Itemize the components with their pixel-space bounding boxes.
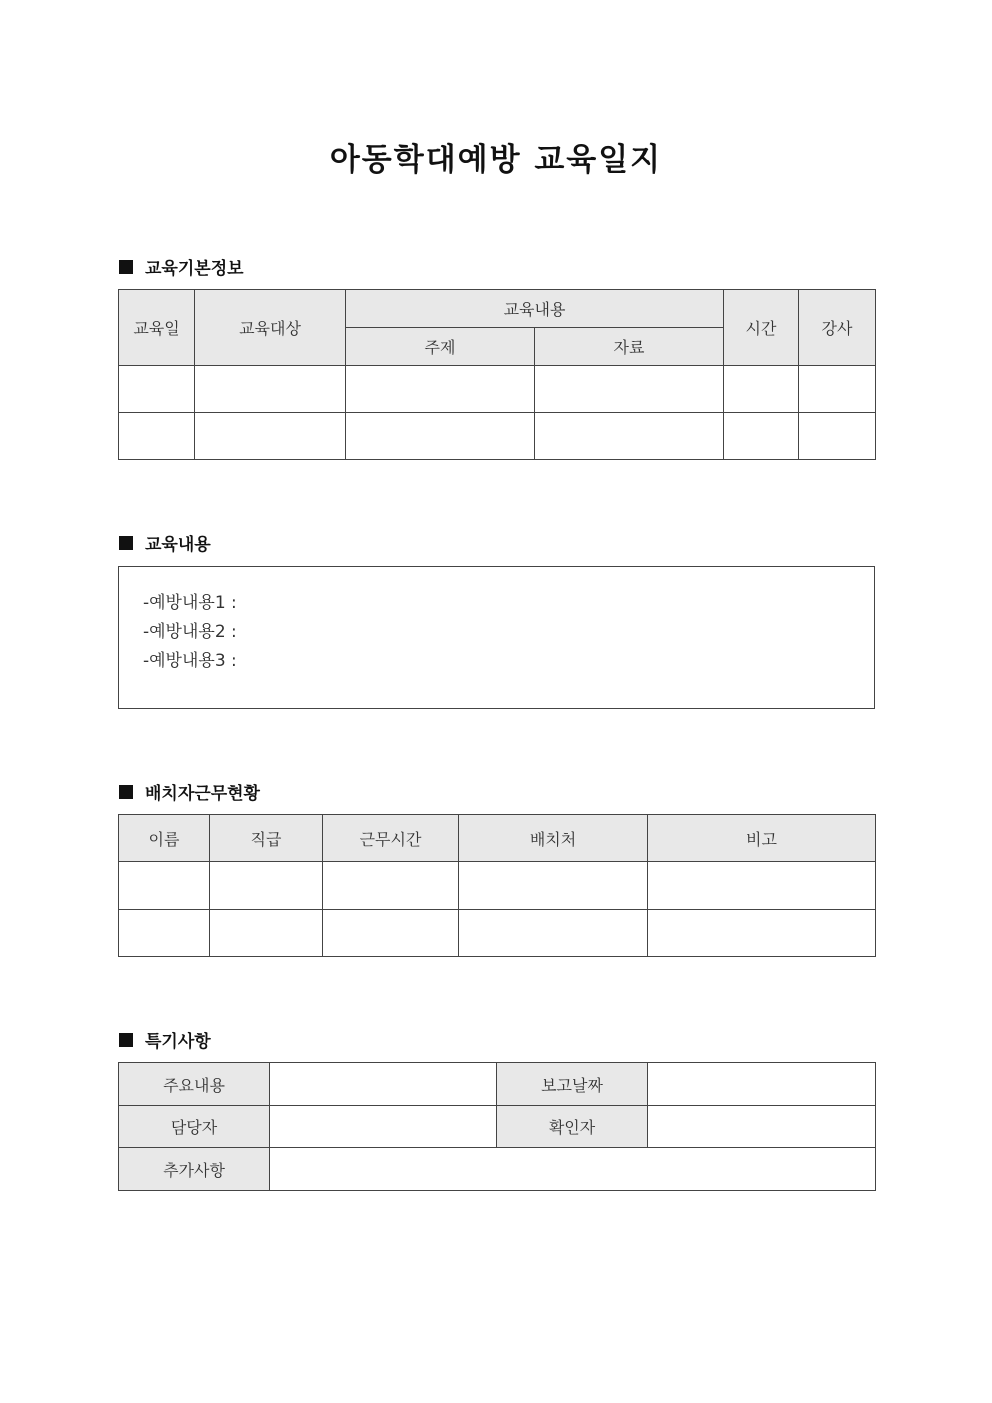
cell-material[interactable] [535,366,724,413]
cell-note[interactable] [648,910,876,957]
cell-time[interactable] [724,413,799,460]
header-note: 비고 [648,815,876,862]
square-bullet-icon [119,536,133,550]
header-topic: 주제 [346,328,535,366]
cell-rank[interactable] [210,910,323,957]
field-additional[interactable] [270,1148,876,1191]
page-title: 아동학대예방 교육일지 [329,142,663,178]
section-heading-label: 교육내용 [145,535,211,555]
cell-instructor[interactable] [799,366,876,413]
header-date: 교육일 [119,290,195,366]
cell-rank[interactable] [210,862,323,910]
header-target: 교육대상 [195,290,346,366]
placement-table [118,814,876,957]
header-name: 이름 [119,815,210,862]
label-report-date: 보고날짜 [497,1063,648,1106]
field-report-date[interactable] [648,1063,876,1106]
cell-name[interactable] [119,910,210,957]
cell-date[interactable] [119,413,195,460]
square-bullet-icon [119,260,133,274]
table-row [119,862,876,910]
table-row [119,366,876,413]
header-placement: 배치처 [459,815,648,862]
field-main-content[interactable] [270,1063,497,1106]
cell-note[interactable] [648,862,876,910]
cell-name[interactable] [119,862,210,910]
remarks-table [118,1062,876,1191]
cell-instructor[interactable] [799,413,876,460]
header-content: 교육내용 [346,290,724,328]
label-main-content: 주요내용 [119,1063,270,1106]
section-heading-remarks [119,1027,211,1052]
square-bullet-icon [119,1033,133,1047]
header-time: 시간 [724,290,799,366]
cell-target[interactable] [195,413,346,460]
education-content-box[interactable] [118,566,875,709]
cell-time[interactable] [724,366,799,413]
table-row [119,910,876,957]
field-manager[interactable] [270,1106,497,1148]
cell-work-hours[interactable] [323,862,459,910]
cell-date[interactable] [119,366,195,413]
header-work-hours: 근무시간 [323,815,459,862]
cell-work-hours[interactable] [323,910,459,957]
label-confirmer: 확인자 [497,1106,648,1148]
square-bullet-icon [119,785,133,799]
header-material: 자료 [535,328,724,366]
content-line-1: -예방내용1 : [143,593,237,613]
field-confirmer[interactable] [648,1106,876,1148]
content-line-2: -예방내용2 : [143,622,237,642]
section-heading-label: 특기사항 [145,1032,211,1052]
section-heading-placement [119,779,260,804]
section-heading-label: 배치자근무현황 [145,784,260,804]
cell-topic[interactable] [346,366,535,413]
cell-material[interactable] [535,413,724,460]
header-instructor: 강사 [799,290,876,366]
section-heading-basic-info [119,254,244,279]
label-manager: 담당자 [119,1106,270,1148]
cell-placement[interactable] [459,910,648,957]
cell-target[interactable] [195,366,346,413]
cell-topic[interactable] [346,413,535,460]
cell-placement[interactable] [459,862,648,910]
content-line-3: -예방내용3 : [143,651,237,671]
section-heading-content [119,530,211,555]
basic-info-table [118,289,876,460]
label-additional: 추가사항 [119,1148,270,1191]
table-row [119,413,876,460]
header-rank: 직급 [210,815,323,862]
section-heading-label: 교육기본정보 [145,259,244,279]
